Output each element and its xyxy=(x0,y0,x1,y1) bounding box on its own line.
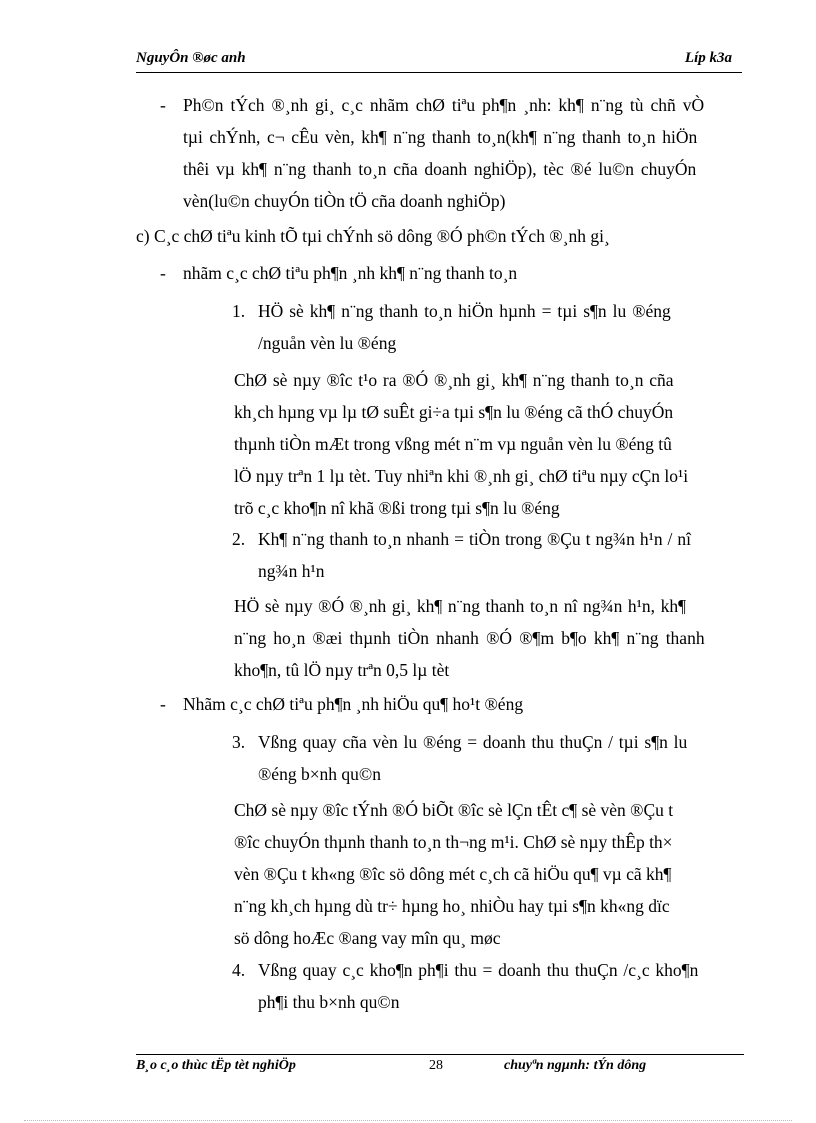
text-line: ng¾n h¹n xyxy=(258,561,325,581)
footer-major: chuyªn ngµnh: tÝn dông xyxy=(504,1058,647,1073)
formula-receivables-turnover xyxy=(258,954,698,1018)
text-line: vèn ®Çu t kh«ng ®îc sö dông mét c¸ch cã hiÖu qu¶ vµ cã kh¶ xyxy=(234,864,672,884)
header-class: Líp k3a xyxy=(684,50,732,66)
text-line: vèn(lu©n chuyÓn tiÒn tÖ cña doanh nghiÖp) xyxy=(183,191,506,211)
list-number: 1. xyxy=(232,301,246,321)
paragraph-quick-ratio xyxy=(234,590,705,686)
paragraph-current-ratio xyxy=(234,364,688,524)
text-line: ®îc chuyÓn thµnh thanh to¸n th¬ng m¹i. ChØ sè nµy thÊp th× xyxy=(234,832,673,852)
text-line: Vßng quay cña vèn lu ®éng = doanh thu thuÇn / tµi s¶n lu xyxy=(258,732,688,752)
bullet-dash: - xyxy=(160,95,166,115)
text-line: sö dông hoÆc ®ang vay mîn qu¸ møc xyxy=(234,928,501,948)
text-line: ®éng b×nh qu©n xyxy=(258,764,381,784)
text-line: thêi vµ kh¶ n¨ng thanh to¸n cña doanh nghiÖp), tèc ®é lu©n chuyÓn xyxy=(183,159,697,179)
paragraph-working-capital-turnover xyxy=(234,794,673,954)
text-line: n¨ng kh¸ch hµng dù tr÷ hµng ho¸ nhiÒu hay tµi s¶n kh«ng dïc xyxy=(234,896,670,916)
text-line: kho¶n, tû lÖ nµy trªn 0,5 lµ tèt xyxy=(234,660,450,680)
text-line: ChØ sè nµy ®îc t¹o ra ®Ó ®¸nh gi¸ kh¶ n¨ng thanh to¸n cña xyxy=(234,370,674,390)
list-number: 3. xyxy=(232,732,246,752)
text-line: HÖ sè kh¶ n¨ng thanh to¸n hiÖn hµnh = tµi s¶n lu ®éng xyxy=(258,301,671,321)
formula-quick-ratio xyxy=(258,523,691,587)
formula-current-ratio xyxy=(258,295,671,359)
bullet-liquidity-group: nhãm c¸c chØ tiªu ph¶n ¸nh kh¶ n¨ng thanh to¸n xyxy=(183,263,518,283)
page-footer xyxy=(136,1054,744,1077)
text-line: trõ c¸c kho¶n nî khã ®ßi trong tµi s¶n lu ®éng xyxy=(234,498,560,518)
formula-working-capital-turnover xyxy=(258,726,687,790)
section-heading-c: c) C¸c chØ tiªu kinh tÕ tµi chÝnh sö dông ®Ó ph©n tÝch ®¸nh gi¸ xyxy=(136,226,610,246)
list-number: 2. xyxy=(232,529,246,549)
page-bottom-border xyxy=(24,1120,792,1121)
text-line: Ph©n tÝch ®¸nh gi¸ c¸c nhãm chØ tiªu ph¶n ¸nh: kh¶ n¨ng tù chñ vÒ xyxy=(183,95,705,115)
text-line: lÖ nµy trªn 1 lµ tèt. Tuy nhiªn khi ®¸nh gi¸ chØ tiªu nµy cÇn lo¹i xyxy=(234,466,689,486)
bullet-efficiency-group: Nhãm c¸c chØ tiªu ph¶n ¸nh hiÖu qu¶ ho¹t ®éng xyxy=(183,694,524,714)
header-author: NguyÔn ®øc anh xyxy=(136,50,246,66)
text-line: HÖ sè nµy ®Ó ®¸nh gi¸ kh¶ n¨ng thanh to¸n nî ng¾n h¹n, kh¶ xyxy=(234,596,687,616)
text-line: Kh¶ n¨ng thanh to¸n nhanh = tiÒn trong ®Çu t ng¾n h¹n / nî xyxy=(258,529,692,549)
text-line: thµnh tiÒn mÆt trong vßng mét n¨m vµ nguån vèn lu ®éng tû xyxy=(234,434,672,454)
list-number: 4. xyxy=(232,960,246,980)
page-header xyxy=(136,48,742,73)
page-number: 28 xyxy=(429,1058,443,1073)
bullet-dash: - xyxy=(160,263,166,283)
text-line: ChØ sè nµy ®îc tÝnh ®Ó biÕt ®îc sè lÇn tÊt c¶ sè vèn ®Çu t xyxy=(234,800,674,820)
text-line: /nguån vèn lu ®éng xyxy=(258,333,397,353)
bullet-paragraph-analysis xyxy=(183,89,704,217)
text-line: kh¸ch hµng vµ lµ tØ suÊt gi÷a tµi s¶n lu ®éng cã thÓ chuyÓn xyxy=(234,402,674,422)
footer-report-title: B¸o c¸o thùc tËp tèt nghiÖp xyxy=(136,1058,296,1073)
text-line: n¨ng ho¸n ®æi thµnh tiÒn nhanh ®Ó ®¶m b¶o kh¶ n¨ng thanh xyxy=(234,628,705,648)
text-line: Vßng quay c¸c kho¶n ph¶i thu = doanh thu thuÇn /c¸c kho¶n xyxy=(258,960,699,980)
text-line: tµi chÝnh, c¬ cÊu vèn, kh¶ n¨ng thanh to¸n(kh¶ n¨ng thanh to¸n hiÖn xyxy=(183,127,698,147)
bullet-dash: - xyxy=(160,694,166,714)
text-line: ph¶i thu b×nh qu©n xyxy=(258,992,400,1012)
